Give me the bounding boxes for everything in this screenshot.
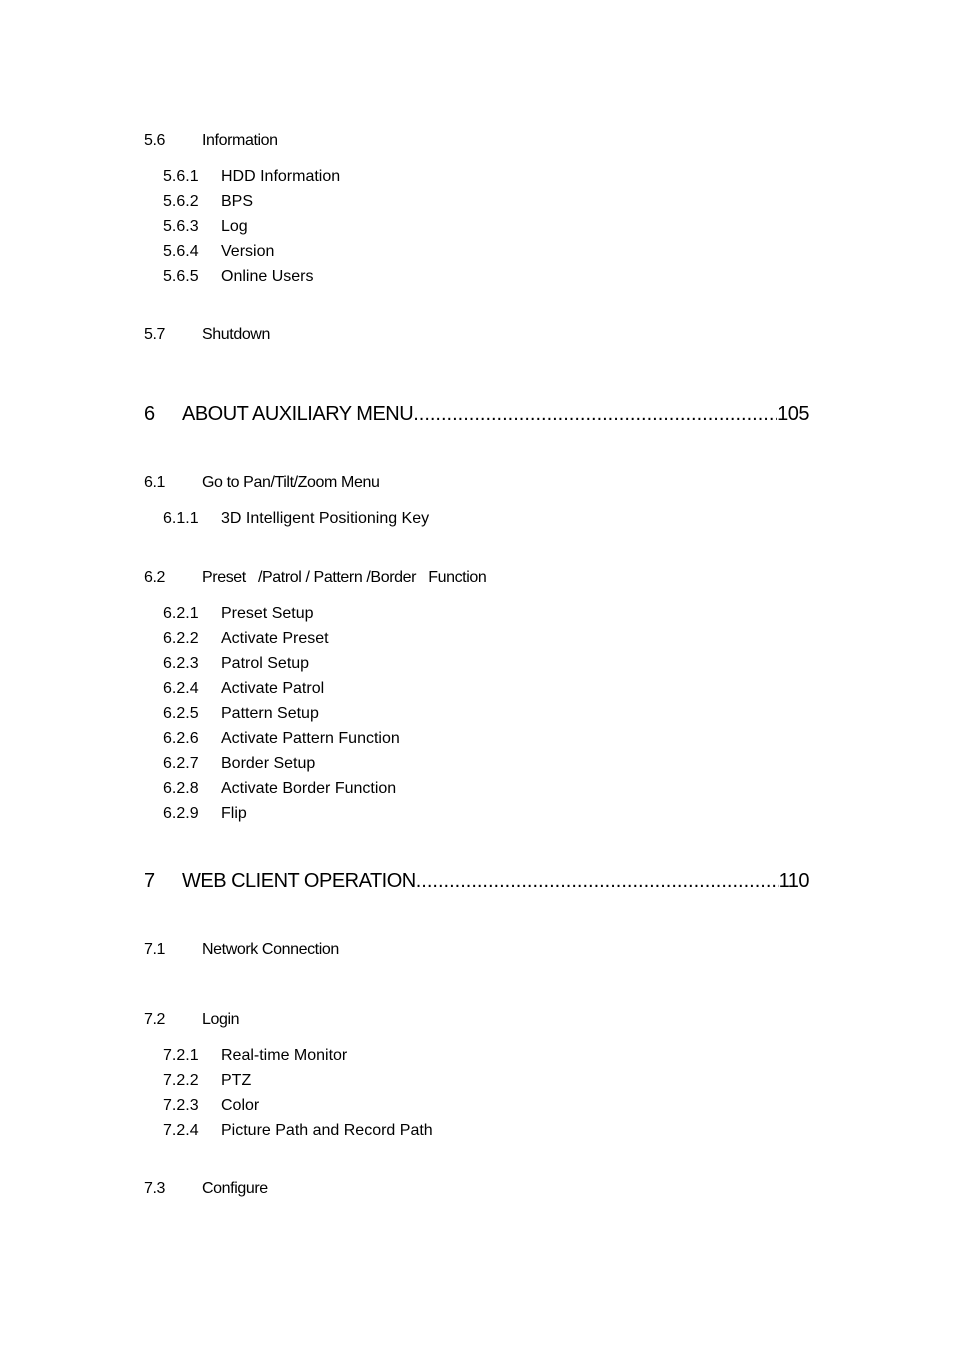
subsection-number: 5.6.5 <box>163 268 199 285</box>
subsection-title: Activate Pattern Function <box>221 730 400 747</box>
subsection-title: Color <box>221 1097 260 1114</box>
subsection-number: 7.2.4 <box>163 1122 199 1139</box>
subsection-number: 6.2.4 <box>163 680 199 697</box>
section-number: 7.2 <box>144 1011 166 1028</box>
subsection-number: 6.2.5 <box>163 705 199 722</box>
section-title: Preset /Patrol / Pattern /Border Function <box>202 569 487 586</box>
dot-leader <box>413 403 777 426</box>
subsection-number: 6.2.6 <box>163 730 199 747</box>
subsection-number: 5.6.1 <box>163 168 199 185</box>
section-title: Shutdown <box>202 326 270 343</box>
section-number: 5.6 <box>144 132 166 149</box>
subsection-number: 6.2.3 <box>163 655 199 672</box>
subsection-number: 6.2.7 <box>163 755 199 772</box>
section-number: 7.1 <box>144 941 166 958</box>
chapter-page-number: 105 <box>777 403 809 425</box>
subsection-number: 6.2.9 <box>163 805 199 822</box>
subsection-title: Patrol Setup <box>221 655 310 672</box>
chapter-page-number: 110 <box>778 870 809 892</box>
section-title: Configure <box>202 1180 268 1197</box>
section-title: Network Connection <box>202 941 339 958</box>
subsection-title: Online Users <box>221 268 314 285</box>
chapter-number: 7 <box>144 870 155 892</box>
subsection-title: HDD Information <box>221 168 341 185</box>
subsection-number: 5.6.2 <box>163 193 199 210</box>
subsection-title: Version <box>221 243 275 260</box>
chapter-title: WEB CLIENT OPERATION <box>182 870 416 892</box>
subsection-title: Border Setup <box>221 755 316 772</box>
subsection-number: 5.6.3 <box>163 218 199 235</box>
subsection-number: 6.2.1 <box>163 605 199 622</box>
subsection-number: 6.2.2 <box>163 630 199 647</box>
subsection-number: 7.2.2 <box>163 1072 199 1089</box>
dot-leader <box>416 870 779 893</box>
subsection-title: PTZ <box>221 1072 252 1089</box>
subsection-number: 6.1.1 <box>163 510 199 527</box>
subsection-title: Activate Border Function <box>221 780 397 797</box>
section-number: 5.7 <box>144 326 166 343</box>
subsection-title: Real-time Monitor <box>221 1047 348 1064</box>
subsection-number: 5.6.4 <box>163 243 199 260</box>
subsection-title: BPS <box>221 193 254 210</box>
subsection-title: Preset Setup <box>221 605 314 622</box>
chapter-title: ABOUT AUXILIARY MENU <box>182 403 414 425</box>
subsection-number: 7.2.1 <box>163 1047 199 1064</box>
chapter-number: 6 <box>144 403 155 425</box>
subsection-number: 7.2.3 <box>163 1097 199 1114</box>
subsection-title: 3D Intelligent Positioning Key <box>221 510 430 527</box>
section-title: Go to Pan/Tilt/Zoom Menu <box>202 474 380 491</box>
section-title: Login <box>202 1011 240 1028</box>
subsection-title: Flip <box>221 805 247 822</box>
section-number: 7.3 <box>144 1180 166 1197</box>
subsection-title: Activate Preset <box>221 630 329 647</box>
section-title: Information <box>202 132 278 149</box>
subsection-title: Log <box>221 218 248 235</box>
subsection-number: 6.2.8 <box>163 780 199 797</box>
subsection-title: Picture Path and Record Path <box>221 1122 433 1139</box>
subsection-title: Pattern Setup <box>221 705 319 722</box>
section-number: 6.1 <box>144 474 166 491</box>
subsection-title: Activate Patrol <box>221 680 325 697</box>
section-number: 6.2 <box>144 569 166 586</box>
